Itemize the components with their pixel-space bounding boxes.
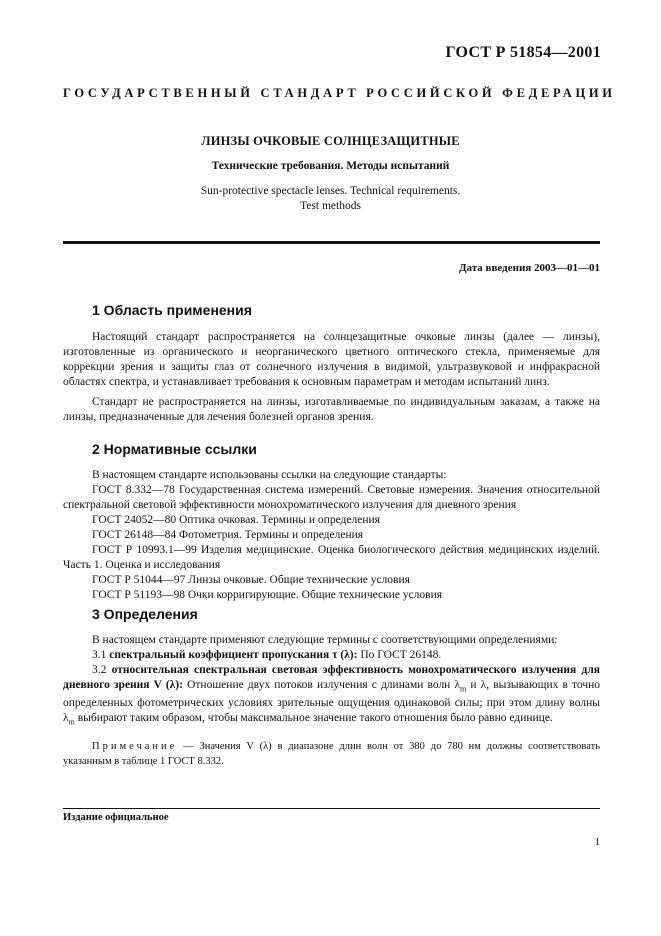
section-1-paragraph-2: Стандарт не распространяется на линзы, изготавливаемые по индивидуальным заказам, а также на линзы, предназначенные для лечения болезней органов зрения. <box>63 396 600 423</box>
footer-divider <box>63 808 600 809</box>
definition-3-1-term: спектральный коэффициент пропускания τ (λ): <box>109 649 358 661</box>
reference-gost-r-10993: ГОСТ Р 10993.1—99 Изделия медицинские. Оценка биологического действия медицинских изделий. Часть 1. Оценка и исследования <box>63 544 600 571</box>
section-2-intro: В настоящем стандарте использованы ссылки на следующие стандарты: <box>92 469 447 481</box>
section-3-heading: 3 Определения <box>92 606 198 622</box>
definition-3-1-number: 3.1 <box>92 649 107 661</box>
edition-label: Издание официальное <box>63 812 169 823</box>
definition-3-2-term: относительная спектральная световая эффективность монохроматического излучения для дневного зрения V (λ): <box>63 664 600 691</box>
subscript-m: m <box>68 717 75 727</box>
reference-gost-r-51193: ГОСТ Р 51193—98 Очки корригирующие. Общие технические условия <box>92 589 443 601</box>
note-label: Примечание <box>92 741 178 752</box>
document-code: ГОСТ Р 51854—2001 <box>445 44 601 61</box>
subscript-m: m <box>460 684 467 694</box>
note-text: — Значения V (λ) в диапазоне длин волн от 380 до 780 нм должны соответствовать указанным в таблице 1 ГОСТ 8.332. <box>63 741 601 767</box>
english-title-line-2: Test methods <box>300 200 361 212</box>
note <box>63 739 600 769</box>
reference-gost-r-51044: ГОСТ Р 51044—97 Линзы очковые. Общие технические условия <box>92 574 410 586</box>
english-title-line-1: Sun-protective spectacle lenses. Technical requirements. <box>200 185 461 197</box>
section-3-intro: В настоящем стандарте применяют следующие термины с соответствующими определениями: <box>92 634 558 646</box>
english-title <box>0 184 661 214</box>
section-1-paragraph-1: Настоящий стандарт распространяется на солнцезащитные очковые линзы (далее — линзы), изготовленные из органического и неорганического цветного оптического стекла, применяемые для коррекции зрения и защиты глаз от солнечного излучения в видимой, ультразвуковой и инфракрасной областях спектра, и устанавливает требования к основным параметрам и методам испытаний линз. <box>63 331 600 388</box>
definition-3-2-text-c: выбирают таким образом, чтобы максимальное значение такого отношения было равно единице. <box>77 712 553 725</box>
definition-3-2-number: 3.2 <box>92 664 107 676</box>
section-1-heading: 1 Область применения <box>92 302 252 318</box>
title-divider <box>63 241 600 244</box>
definition-3-1-text: По ГОСТ 26148. <box>360 649 442 661</box>
effective-date: Дата введения 2003—01—01 <box>458 262 600 274</box>
reference-gost-8-332: ГОСТ 8.332—78 Государственная система измерений. Световые измерения. Значения относительной спектральной световой эффективности монохроматического излучения для дневного зрения <box>63 484 600 511</box>
reference-gost-24052: ГОСТ 24052—80 Оптика очковая. Термины и определения <box>92 514 380 526</box>
page-number: 1 <box>594 836 600 848</box>
section-2-heading: 2 Нормативные ссылки <box>92 441 257 457</box>
document-subtitle: Технические требования. Методы испытаний <box>211 160 450 172</box>
definition-3-2-text-a: Отношение двух потоков излучения с длинами волн λ <box>187 679 461 691</box>
document-title: ЛИНЗЫ ОЧКОВЫЕ СОЛНЦЕЗАЩИТНЫЕ <box>201 134 460 148</box>
definition-3-2-text-b: и λ, вызывающих в точно определенных фотометрических условиях зрительные ощущения одинаковой силы; при этом длину волны λ <box>63 679 601 725</box>
state-standard-banner: ГОСУДАРСТВЕННЫЙ СТАНДАРТ РОССИЙСКОЙ ФЕДЕРАЦИИ <box>63 86 616 100</box>
definition-3-1 <box>63 648 600 663</box>
definition-3-2 <box>63 663 600 730</box>
reference-gost-26148: ГОСТ 26148—84 Фотометрия. Термины и определения <box>92 529 364 541</box>
